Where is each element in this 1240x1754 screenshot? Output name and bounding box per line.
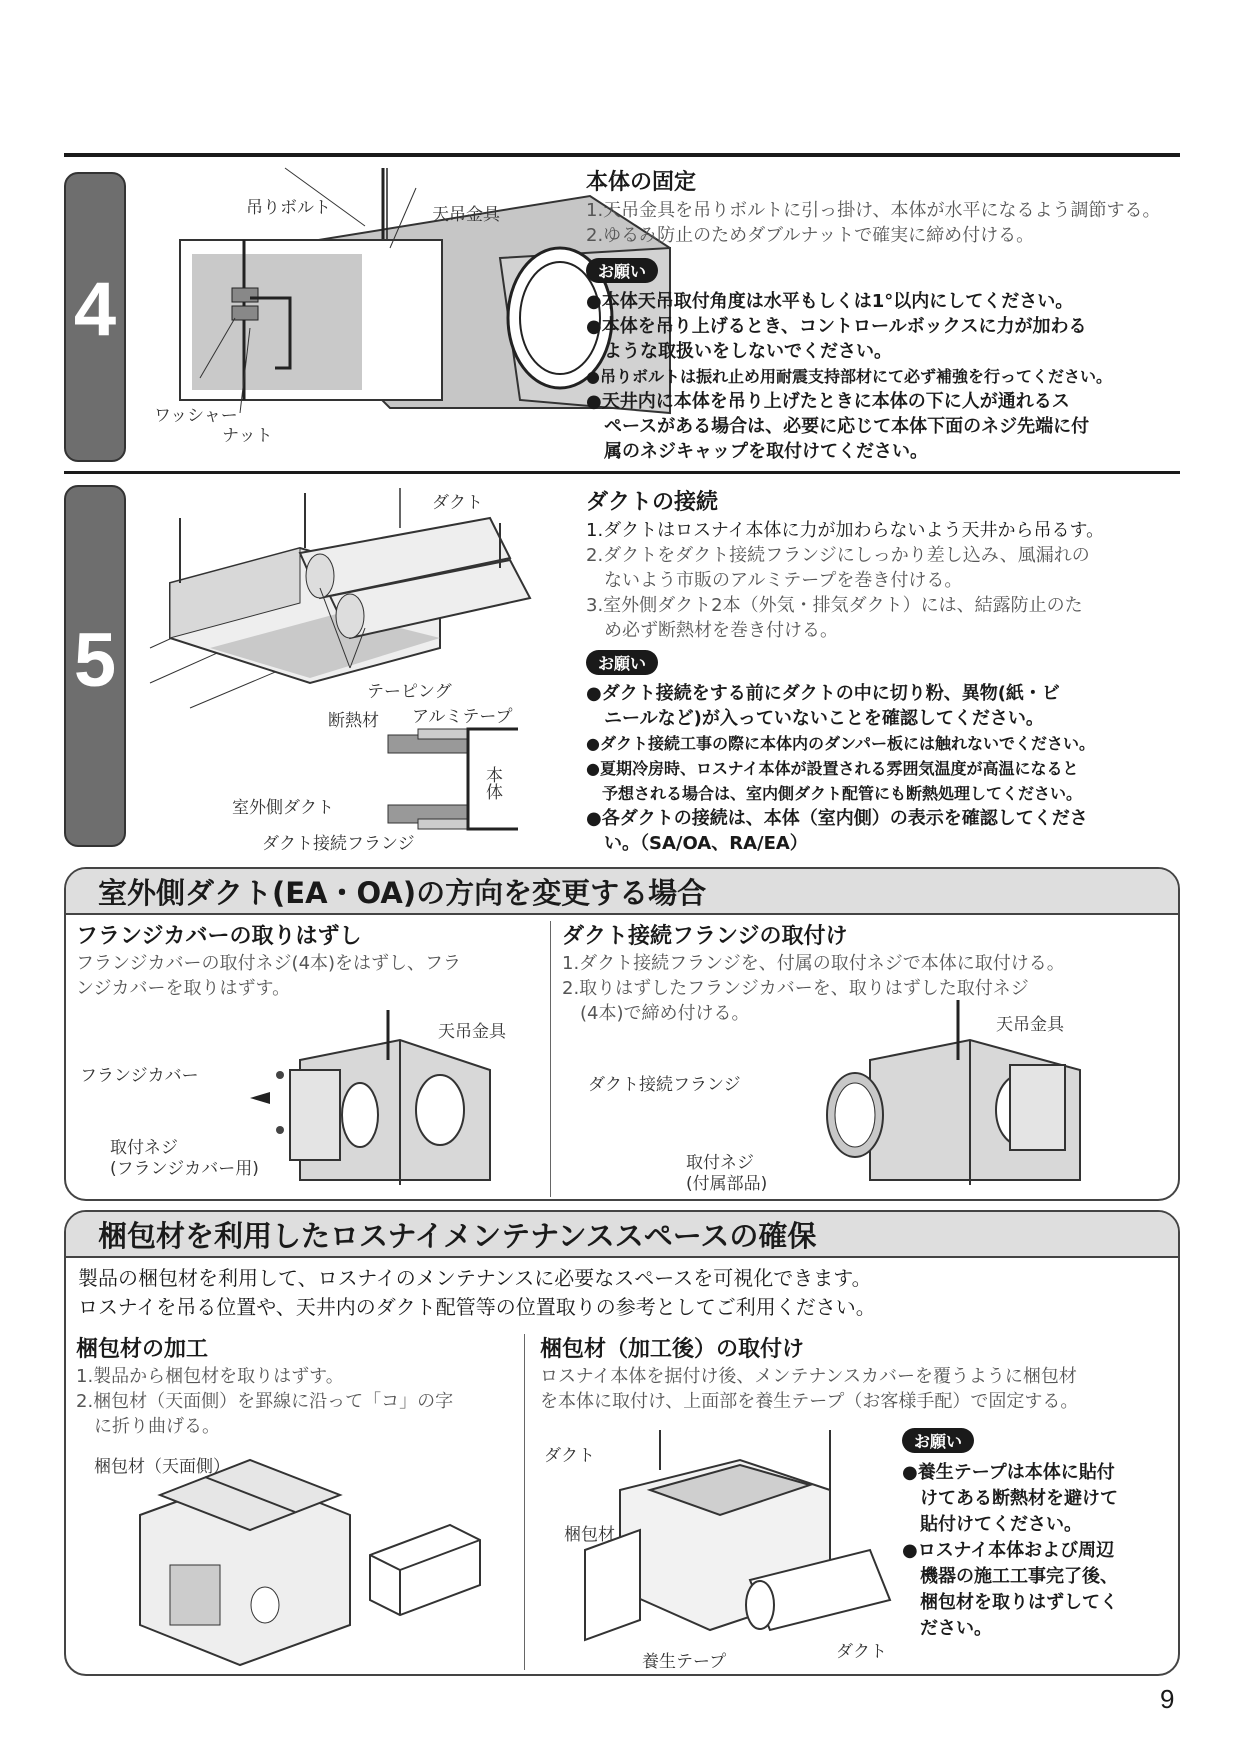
label-duct-bottom: ダクト (836, 1642, 887, 1662)
note-line: ような取扱いをしないでください。 (586, 341, 892, 362)
column-divider (524, 1334, 525, 1670)
label-insulation: 断熱材 (328, 711, 379, 731)
label-screw-left: 取付ネジ (110, 1138, 178, 1158)
label-duct-top: ダクト (544, 1446, 595, 1466)
onegai-badge: お願い (902, 1428, 974, 1453)
packing-attach-text (540, 1364, 1078, 1414)
text-line: を本体に取付け、上面部を養生テープ（お客様手配）で固定する。 (540, 1391, 1079, 1412)
packing-processing-text (76, 1364, 453, 1439)
label-flange: ダクト接続フランジ (262, 834, 415, 854)
intro-text (78, 1264, 876, 1322)
note-line: 予想される場合は、室内側ダクト配管にも断熱処理してください。 (586, 784, 1083, 803)
note-line: ●ロスナイ本体および周辺 (902, 1540, 1115, 1561)
label-screw-note-left: (フランジカバー用) (110, 1159, 259, 1179)
step-line: 2.ゆるみ防止のためダブルナットで確実に締め付ける。 (586, 225, 1035, 246)
note-line: ●天井内に本体を吊り上げたときに本体の下に人が通れるス (586, 391, 1070, 412)
note-line: ●本体を吊り上げるとき、コントロールボックスに力が加わる (586, 316, 1087, 337)
step-5-badge (586, 650, 658, 675)
label-bracket-left: 天吊金具 (438, 1022, 506, 1042)
note-line: ●吊りボルトは振れ止め用耐震支持部材にて必ず補強を行ってください。 (586, 367, 1112, 386)
maintenance-notes (902, 1460, 1118, 1642)
note-line: けてある断熱材を避けて (902, 1488, 1118, 1509)
box-header (66, 1212, 1178, 1258)
text-line: ンジカバーを取りはずす。 (76, 978, 291, 999)
label-bolt: 吊りボルト (246, 198, 331, 218)
text-line: (4本)で締め付ける。 (562, 1003, 750, 1024)
text-line: フランジカバーの取付ネジ(4本)をはずし、フラ (76, 953, 462, 974)
flange-cover-text (76, 951, 461, 1001)
label-flange-cover: フランジカバー (80, 1066, 199, 1086)
top-rule (64, 153, 1180, 157)
note-line: 機器の施工工事完了後、 (902, 1566, 1118, 1587)
step-5-illustration (150, 488, 550, 718)
label-packing-top: 梱包材（天面側） (94, 1457, 230, 1477)
flange-attach-illustration (830, 1040, 1090, 1190)
label-bracket-right: 天吊金具 (996, 1015, 1064, 1035)
note-line: ペースがある場合は、必要に応じて本体下面のネジ先端に付 (586, 416, 1090, 437)
page-number: 9 (1160, 1684, 1175, 1714)
step-number: 4 (73, 267, 117, 352)
onegai-badge: お願い (586, 650, 658, 675)
step-4-heading: 本体の固定 (586, 170, 697, 195)
column-divider (550, 921, 551, 1197)
text-line: 2.取りはずしたフランジカバーを、取りはずした取付ネジ (562, 978, 1029, 999)
note-line: ニールなど)が入っていないことを確認してください。 (586, 708, 1044, 729)
text-line: 1.製品から梱包材を取りはずす。 (76, 1366, 344, 1387)
step-4-badge (586, 258, 658, 283)
note-line: ●各ダクトの接続は、本体（室内側）の表示を確認してくださ (586, 808, 1088, 829)
box-title: 梱包材を利用したロスナイメンテナンススペースの確保 (98, 1219, 817, 1253)
note-line: ●本体天吊取付角度は水平もしくは1°以内にしてください。 (586, 291, 1074, 312)
label-washer: ワッシャー (154, 406, 238, 426)
note-line: ●夏期冷房時、ロスナイ本体が設置される雰囲気温度が高温になると (586, 759, 1079, 778)
text-line: ロスナイ本体を据付け後、メンテナンスカバーを覆うように梱包材 (540, 1366, 1077, 1387)
flange-attach-heading: ダクト接続フランジの取付け (562, 924, 848, 949)
step-line: め必ず断熱材を巻き付ける。 (586, 620, 838, 641)
box-title: 室外側ダクト(EA・OA)の方向を変更する場合 (98, 876, 707, 910)
label-flange-right: ダクト接続フランジ (588, 1075, 741, 1095)
note-line: 属のネジキャップを取付けてください。 (586, 441, 928, 462)
flange-attach-text (562, 951, 1065, 1026)
step-line: 1.天吊金具を吊りボルトに引っ掛け、本体が水平になるよう調節する。 (586, 200, 1161, 221)
label-outdoor-duct: 室外側ダクト (232, 798, 334, 818)
label-nut: ナット (222, 426, 273, 446)
note-line: ●ダクト接続工事の際に本体内のダンパー板には触れないでください。 (586, 734, 1096, 753)
note-line: ●ダクト接続をする前にダクトの中に切り粉、異物(紙・ビ (586, 683, 1060, 704)
label-body: 本体 (482, 766, 502, 800)
flange-cover-illustration (260, 1040, 490, 1190)
step-4-tab (64, 172, 126, 462)
step-line: 3.室外側ダクト2本（外気・排気ダクト）には、結露防止のた (586, 595, 1083, 616)
flange-cover-heading: フランジカバーの取りはずし (76, 924, 362, 949)
label-screw-note-right: (付属部品) (686, 1174, 768, 1194)
text-line: 1.ダクト接続フランジを、付属の取付ネジで本体に取付ける。 (562, 953, 1065, 974)
maintenance-badge (902, 1428, 974, 1453)
onegai-badge: お願い (586, 258, 658, 283)
step-4-notes (586, 289, 1112, 464)
packing-processing-illustration (130, 1455, 510, 1665)
note-line: ださい。 (902, 1618, 992, 1639)
label-duct: ダクト (432, 493, 483, 513)
step-5-notes (586, 681, 1095, 856)
note-line: い。（SA/OA、RA/EA） (586, 833, 808, 854)
step-line: 1.ダクトはロスナイ本体に力が加わらないよう天井から吊るす。 (586, 520, 1105, 541)
label-packing: 梱包材 (564, 1525, 615, 1545)
note-line: 貼付けてください。 (902, 1514, 1082, 1535)
box-header (66, 869, 1178, 915)
label-alu-tape: アルミテープ (412, 707, 513, 727)
text-line: 2.梱包材（天面側）を罫線に沿って「コ」の字 (76, 1391, 454, 1412)
packing-processing-heading: 梱包材の加工 (76, 1337, 209, 1362)
step-line: 2.ダクトをダクト接続フランジにしっかり差し込み、風漏れの (586, 545, 1090, 566)
label-screw-right: 取付ネジ (686, 1153, 754, 1173)
step-line: ないよう市販のアルミテープを巻き付ける。 (586, 570, 963, 591)
step-5-heading: ダクトの接続 (586, 490, 719, 515)
label-curing-tape: 養生テープ (642, 1652, 727, 1672)
note-line: ●養生テープは本体に貼付 (902, 1462, 1115, 1483)
intro-line: 製品の梱包材を利用して、ロスナイのメンテナンスに必要なスペースを可視化できます。 (78, 1266, 872, 1290)
step-4-steps (586, 198, 1160, 248)
note-line: 梱包材を取りはずしてく (902, 1592, 1118, 1613)
label-taping: テーピング (367, 682, 452, 702)
packing-attach-illustration (580, 1430, 900, 1650)
step-number: 5 (73, 618, 117, 703)
packing-attach-heading: 梱包材（加工後）の取付け (540, 1337, 805, 1362)
label-bracket: 天吊金具 (432, 205, 500, 225)
duct-section-detail (378, 725, 528, 835)
intro-line: ロスナイを吊る位置や、天井内のダクト配管等の位置取りの参考としてご利用ください。 (78, 1295, 876, 1319)
text-line: に折り曲げる。 (76, 1416, 220, 1437)
section-divider (64, 471, 1180, 474)
step-5-tab (64, 485, 126, 847)
step-5-steps (586, 518, 1104, 643)
